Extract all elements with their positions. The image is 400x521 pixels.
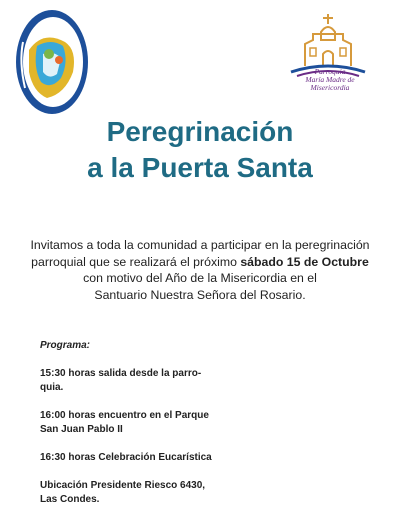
parish-line-3: Misericordia [310,83,350,92]
jubilee-mercy-logo [7,2,91,120]
intro-line-3: con motivo del Año de la Misericordia en el [83,271,317,285]
intro-line-2 [12,254,388,271]
program-item [40,479,240,507]
title-line-1: Peregrinación [106,116,294,147]
event-date: sábado 15 de Octubre [240,254,369,269]
program-item-line: San Juan Pablo II [40,424,123,435]
program-item [40,451,240,465]
parish-name [296,68,364,92]
intro-line-4: Santuario Nuestra Señora del Rosario. [94,287,306,302]
program-item-line: quia. [40,382,64,393]
program-item-line: 15:30 horas salida desde la parro- [40,368,202,379]
intro-line-2-text: parroquial que se realizará el próximo [31,254,241,269]
program-item [40,409,240,437]
program-item-line: Ubicación Presidente Riesco 6430, [40,480,206,491]
program-item-line: 16:30 horas Celebración Eucarística [40,452,212,463]
program-section [40,339,240,521]
title-line-2: a la Puerta Santa [87,152,313,183]
intro-line-1: Invitamos a toda la comunidad a participar en la peregrinación [30,238,370,252]
program-item [40,367,240,395]
program-heading: Programa: [40,340,91,351]
program-item-line: Las Condes. [40,494,100,505]
program-item-line: 16:00 horas encuentro en el Parque [40,410,209,421]
parish-line-1: Parroquia [314,67,346,76]
parish-line-2: María Madre de [305,75,355,84]
invitation-paragraph [12,237,388,303]
